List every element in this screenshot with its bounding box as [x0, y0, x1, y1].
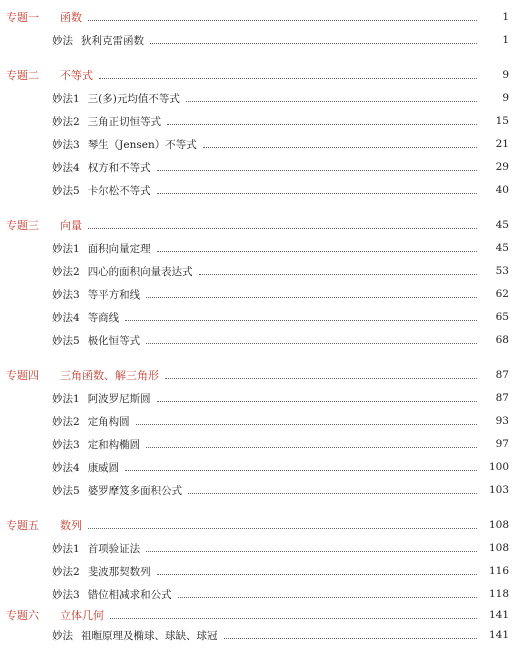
page-number: 108: [488, 519, 509, 531]
method-title: 等平方和线: [87, 288, 141, 301]
page-number: 9: [502, 69, 509, 81]
toc-method-row[interactable]: [0, 158, 515, 176]
dot-leader: [146, 446, 477, 448]
toc-method-row[interactable]: [0, 389, 515, 407]
method-label: 妙法1: [52, 392, 80, 405]
method-label: 妙法1: [52, 92, 80, 105]
method-title: 极化恒等式: [87, 334, 141, 347]
toc-method-row[interactable]: [0, 135, 515, 153]
page-number: 141: [488, 629, 509, 641]
page-number: 1: [502, 34, 509, 46]
topic-label: 专题一: [6, 11, 39, 24]
topic-label: 专题三: [6, 219, 39, 232]
toc-method-row[interactable]: [0, 89, 515, 107]
method-label: 妙法4: [52, 161, 80, 174]
method-title: 康威圆: [87, 461, 120, 474]
dot-leader: [136, 423, 477, 425]
topic-title: 三角函数、解三角形: [60, 369, 159, 382]
toc-method-row[interactable]: [0, 626, 515, 644]
method-label: 妙法2: [52, 415, 80, 428]
page-number: 65: [495, 311, 509, 323]
page-number: 21: [495, 138, 509, 150]
page-number: 1: [502, 11, 509, 23]
toc-method-row[interactable]: [0, 112, 515, 130]
toc-method-row[interactable]: [0, 181, 515, 199]
page-number: 141: [488, 609, 509, 621]
method-title: 权方和不等式: [87, 161, 151, 174]
topic-title: 函数: [60, 11, 82, 24]
page-number: 93: [495, 415, 509, 427]
dot-leader: [157, 573, 477, 575]
dot-leader: [150, 42, 477, 44]
page-number: 68: [495, 334, 509, 346]
dot-leader: [88, 227, 477, 229]
topic-label: 专题五: [6, 519, 39, 532]
dot-leader: [125, 469, 477, 471]
toc-method-row[interactable]: [0, 31, 515, 49]
page-number: 87: [495, 392, 509, 404]
dot-leader: [186, 100, 477, 102]
method-label: 妙法2: [52, 115, 80, 128]
page-number: 15: [495, 115, 509, 127]
page-number: 116: [488, 565, 509, 577]
toc-method-row[interactable]: [0, 585, 515, 603]
toc-method-row[interactable]: [0, 412, 515, 430]
toc-topic-row[interactable]: [0, 216, 515, 234]
page-number: 118: [488, 588, 509, 600]
method-title: 卡尔松不等式: [87, 184, 151, 197]
dot-leader: [99, 77, 477, 79]
topic-title: 立体几何: [60, 609, 104, 622]
page-number: 40: [495, 184, 509, 196]
topic-title: 向量: [60, 219, 82, 232]
method-title: 错位相减求和公式: [87, 588, 172, 601]
dot-leader: [125, 319, 477, 321]
topic-title: 不等式: [60, 69, 93, 82]
dot-leader: [146, 342, 477, 344]
dot-leader: [157, 169, 477, 171]
page-number: 97: [495, 438, 509, 450]
method-title: 首项验证法: [87, 542, 141, 555]
page-number: 53: [495, 265, 509, 277]
dot-leader: [188, 492, 477, 494]
method-label: 妙法3: [52, 288, 80, 301]
toc-method-row[interactable]: [0, 308, 515, 326]
method-label: 妙法: [52, 34, 73, 47]
page-number: 45: [495, 242, 509, 254]
dot-leader: [88, 527, 477, 529]
method-title: 婆罗摩笈多面积公式: [87, 484, 183, 497]
dot-leader: [203, 146, 477, 148]
method-label: 妙法5: [52, 334, 80, 347]
toc-method-row[interactable]: [0, 458, 515, 476]
method-label: 妙法1: [52, 242, 80, 255]
dot-leader: [146, 296, 477, 298]
page-number: 45: [495, 219, 509, 231]
method-title: 琴生（Jensen）不等式: [87, 138, 197, 151]
dot-leader: [165, 377, 477, 379]
method-title: 定和构椭圆: [87, 438, 141, 451]
toc-method-row[interactable]: [0, 435, 515, 453]
topic-label: 专题四: [6, 369, 39, 382]
method-label: 妙法5: [52, 484, 80, 497]
toc-topic-row[interactable]: [0, 516, 515, 534]
dot-leader: [224, 637, 478, 639]
method-label: 妙法2: [52, 265, 80, 278]
method-title: 祖暅原理及椭球、球缺、球冠: [81, 629, 218, 642]
method-title: 三角正切恒等式: [87, 115, 162, 128]
method-label: 妙法3: [52, 588, 80, 601]
page-number: 103: [488, 484, 509, 496]
method-label: 妙法1: [52, 542, 80, 555]
dot-leader: [157, 400, 477, 402]
method-title: 狄利克雷函数: [81, 34, 144, 47]
page-number: 62: [495, 288, 509, 300]
topic-label: 专题二: [6, 69, 39, 82]
method-label: 妙法: [52, 629, 73, 642]
method-label: 妙法4: [52, 461, 80, 474]
page-number: 29: [495, 161, 509, 173]
dot-leader: [157, 250, 477, 252]
page-number: 100: [488, 461, 509, 473]
method-title: 斐波那契数列: [87, 565, 151, 578]
toc-method-row[interactable]: [0, 481, 515, 499]
toc-method-row[interactable]: [0, 331, 515, 349]
toc-topic-row[interactable]: [0, 66, 515, 84]
dot-leader: [199, 273, 477, 275]
page-number: 9: [502, 92, 509, 104]
toc-method-row[interactable]: [0, 239, 515, 257]
method-title: 三(多)元均值不等式: [87, 92, 180, 105]
toc-method-row[interactable]: [0, 262, 515, 280]
page-number: 87: [495, 369, 509, 381]
dot-leader: [88, 19, 477, 21]
dot-leader: [157, 192, 477, 194]
toc-method-row[interactable]: [0, 539, 515, 557]
method-label: 妙法5: [52, 184, 80, 197]
dot-leader: [146, 550, 477, 552]
toc-topic-row[interactable]: [0, 606, 515, 624]
dot-leader: [167, 123, 477, 125]
method-title: 定角构圆: [87, 415, 130, 428]
dot-leader: [178, 596, 477, 598]
page-number: 108: [488, 542, 509, 554]
method-title: 等商线: [87, 311, 120, 324]
method-label: 妙法4: [52, 311, 80, 324]
topic-title: 数列: [60, 519, 82, 532]
toc-method-row[interactable]: [0, 285, 515, 303]
toc-method-row[interactable]: [0, 562, 515, 580]
method-title: 面积向量定理: [87, 242, 151, 255]
toc-topic-row[interactable]: [0, 366, 515, 384]
dot-leader: [110, 617, 477, 619]
method-title: 四心的面积向量表达式: [87, 265, 193, 278]
topic-label: 专题六: [6, 609, 39, 622]
method-label: 妙法2: [52, 565, 80, 578]
toc-topic-row[interactable]: [0, 8, 515, 26]
method-label: 妙法3: [52, 438, 80, 451]
method-title: 阿波罗尼斯圆: [87, 392, 151, 405]
method-label: 妙法3: [52, 138, 80, 151]
